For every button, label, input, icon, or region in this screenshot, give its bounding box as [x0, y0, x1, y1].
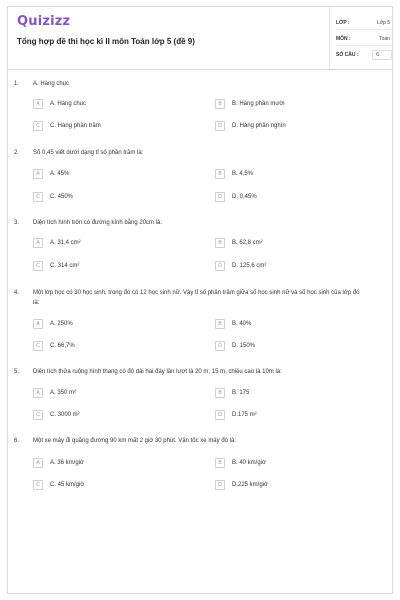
- meta-subject-row: [336, 32, 392, 46]
- meta-subject-key: MÔN :: [336, 36, 351, 42]
- question-text: Diện tích thửa ruộng hình thang có độ dài hai đáy lần lượt là 20 m; 15 m, chiều cao là 10m là:: [33, 369, 282, 375]
- option-b[interactable]: [215, 238, 365, 250]
- worksheet-meta: [329, 6, 393, 69]
- option-letter: A: [33, 319, 43, 329]
- option-text: D. 125,6 cm²: [232, 263, 267, 269]
- meta-subject-value: Toán: [379, 36, 390, 42]
- option-d[interactable]: [215, 341, 365, 353]
- option-text: B. 40%: [232, 321, 252, 327]
- option-text: B. 62,8 cm²: [232, 240, 263, 246]
- option-b[interactable]: [215, 169, 365, 181]
- option-letter: C: [33, 341, 43, 351]
- option-letter: B: [215, 238, 225, 248]
- option-text: D.175 m²: [232, 412, 257, 418]
- question-number: 5.: [14, 369, 20, 375]
- question-number: 3.: [14, 220, 20, 226]
- option-d[interactable]: [215, 192, 365, 204]
- option-text: D.225 km/giờ: [232, 482, 268, 488]
- option-text: D. 150%: [232, 343, 256, 349]
- option-c[interactable]: [33, 261, 183, 273]
- question-number: 1.: [14, 81, 20, 87]
- question-text: Một lớp học có 30 học sinh, trong đó có 12 học sinh nữ. Vậy tỉ số phần trăm giữa số học sinh nữ và số học sinh của lớp đó là:: [33, 290, 360, 306]
- quizizz-logo: Quizizz: [17, 14, 71, 29]
- option-text: A. 31,4 cm²: [50, 240, 81, 246]
- option-letter: A: [33, 169, 43, 179]
- meta-count-value: 6: [372, 50, 392, 60]
- option-c[interactable]: [33, 341, 183, 353]
- question-text: Diện tích hình tròn có đường kính bằng 20cm là:: [33, 220, 163, 226]
- question-number: 2.: [14, 150, 20, 156]
- option-text: A. 250%: [50, 321, 73, 327]
- option-b[interactable]: [215, 458, 365, 470]
- option-letter: D: [215, 480, 225, 490]
- option-text: A. 45%: [50, 171, 70, 177]
- option-d[interactable]: [215, 261, 365, 273]
- option-text: D. Hàng phần nghìn: [232, 123, 286, 129]
- question-number: 4.: [14, 290, 20, 296]
- meta-class-value: Lớp 5: [376, 20, 390, 26]
- option-a[interactable]: [33, 238, 183, 250]
- option-text: C. 66,7%: [50, 343, 75, 349]
- option-letter: B: [215, 319, 225, 329]
- option-text: A. 350 m²: [50, 390, 77, 396]
- option-text: C. 314 cm²: [50, 263, 80, 269]
- option-letter: B: [215, 169, 225, 179]
- option-a[interactable]: [33, 169, 183, 181]
- option-letter: D: [215, 121, 225, 131]
- question-text: Số 0,45 viết dưới dạng tỉ số phần trăm là:: [33, 150, 144, 156]
- question-number: 6.: [14, 438, 20, 444]
- option-text: C. Hàng phần trăm: [50, 123, 101, 129]
- worksheet-title: Tổng hợp đề thi học kì II môn Toán lớp 5 (đề 9): [17, 37, 195, 46]
- option-text: D. 0,45%: [232, 194, 257, 200]
- worksheet-header: [7, 6, 393, 70]
- option-d[interactable]: [215, 480, 365, 492]
- option-text: C. 450%: [50, 194, 74, 200]
- option-d[interactable]: [215, 410, 365, 422]
- option-a[interactable]: [33, 388, 183, 400]
- option-a[interactable]: [33, 319, 183, 331]
- option-text: B. 4,5%: [232, 171, 254, 177]
- meta-count-row: [336, 48, 392, 62]
- option-c[interactable]: [33, 410, 183, 422]
- option-text: B. Hàng phần mười: [232, 101, 285, 107]
- option-c[interactable]: [33, 121, 183, 133]
- option-c[interactable]: [33, 192, 183, 204]
- option-letter: B: [215, 388, 225, 398]
- question-text: A. Hàng chục: [33, 81, 70, 87]
- meta-class-key: LỚP :: [336, 20, 350, 26]
- option-letter: A: [33, 238, 43, 248]
- option-letter: B: [215, 458, 225, 468]
- option-letter: C: [33, 480, 43, 490]
- option-letter: D: [215, 192, 225, 202]
- option-text: C. 45 km/giờ: [50, 482, 85, 488]
- option-text: B. 40 km/giờ: [232, 460, 266, 466]
- option-d[interactable]: [215, 121, 365, 133]
- option-letter: B: [215, 99, 225, 109]
- option-b[interactable]: [215, 388, 365, 400]
- option-text: A. 36 km/giờ: [50, 460, 84, 466]
- meta-class-row: [336, 16, 392, 30]
- option-text: C. 3000 m²: [50, 412, 80, 418]
- option-letter: D: [215, 410, 225, 420]
- option-letter: C: [33, 121, 43, 131]
- option-letter: C: [33, 261, 43, 271]
- option-b[interactable]: [215, 99, 365, 111]
- option-letter: C: [33, 192, 43, 202]
- meta-count-key: SỐ CÂU :: [336, 52, 359, 58]
- option-letter: A: [33, 458, 43, 468]
- option-a[interactable]: [33, 458, 183, 470]
- option-text: A. Hàng chục: [50, 101, 87, 107]
- option-c[interactable]: [33, 480, 183, 492]
- option-a[interactable]: [33, 99, 183, 111]
- option-b[interactable]: [215, 319, 365, 331]
- option-letter: C: [33, 410, 43, 420]
- option-letter: A: [33, 388, 43, 398]
- option-letter: A: [33, 99, 43, 109]
- option-letter: D: [215, 261, 225, 271]
- option-text: B. 175: [232, 390, 250, 396]
- option-letter: D: [215, 341, 225, 351]
- question-text: Một xe máy đi quãng đường 90 km mất 2 giờ 30 phút. Vận tốc xe máy đó là:: [33, 438, 236, 444]
